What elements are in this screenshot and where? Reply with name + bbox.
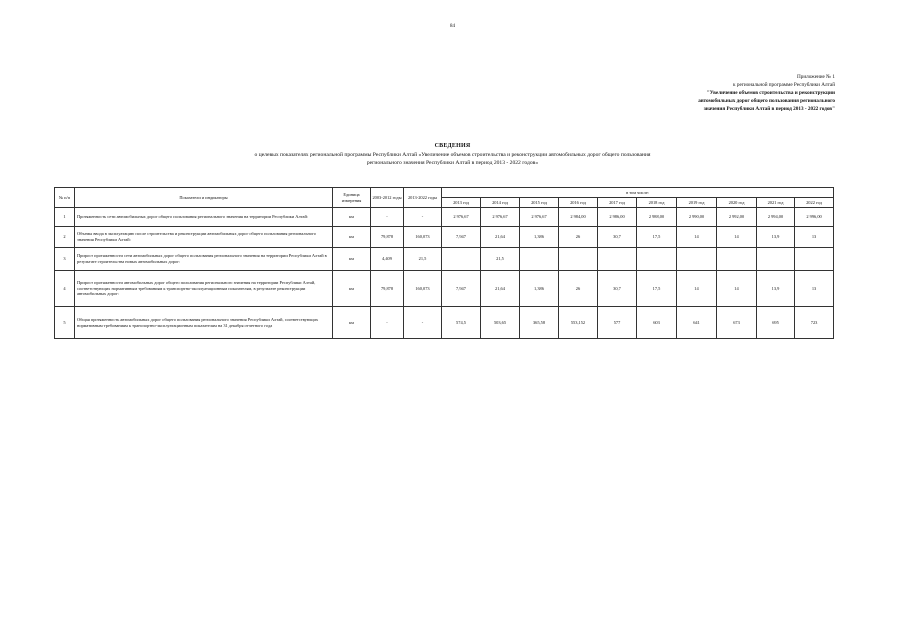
period-cell: - bbox=[404, 208, 442, 227]
row-number: 5 bbox=[55, 307, 75, 339]
year-value: 503,65 bbox=[481, 307, 520, 339]
period-cell: - bbox=[371, 208, 404, 227]
header-year: 2018 год bbox=[637, 198, 677, 208]
indicator-name: Протяженность сети автомобильных дорог общего пользования регионального значения на территории Республики Алтай: bbox=[75, 208, 333, 227]
indicator-name: Общая протяженность автомобильных дорог общего пользования регионального значения Республики Алтай, соответствующих нормативным требованиям к транспортно-эксплуатационным показателям на 31 декабря отчетного года bbox=[75, 307, 333, 339]
table-row bbox=[55, 307, 834, 339]
year-value bbox=[677, 248, 717, 271]
unit-cell: км bbox=[333, 307, 371, 339]
year-value: 695 bbox=[757, 307, 795, 339]
document-subtitle: регионального значения Республики Алтай в период 2013 - 2022 годов» bbox=[366, 159, 539, 166]
header-year: 2013 год bbox=[442, 198, 481, 208]
unit-cell: км bbox=[333, 271, 371, 307]
year-value: 2 990,00 bbox=[677, 208, 717, 227]
header-indicator: Показатели и индикаторы bbox=[75, 188, 333, 208]
year-value: 574,5 bbox=[442, 307, 481, 339]
row-number: 3 bbox=[55, 248, 75, 271]
year-value bbox=[717, 248, 757, 271]
year-value: 14 bbox=[717, 227, 757, 248]
year-value: 21,5 bbox=[481, 248, 520, 271]
appendix-program-title: автомобильных дорог общего пользования регионального bbox=[698, 98, 835, 105]
year-value: 2 976,67 bbox=[520, 208, 559, 227]
table-row bbox=[55, 208, 834, 227]
header-year: 2022 год bbox=[795, 198, 834, 208]
header-num: № п/п bbox=[55, 188, 75, 208]
year-value bbox=[442, 248, 481, 271]
document-title: СВЕДЕНИЯ bbox=[434, 143, 471, 149]
period-cell: 160,073 bbox=[404, 271, 442, 307]
year-value bbox=[637, 248, 677, 271]
year-value: 2 996,00 bbox=[795, 208, 834, 227]
unit-cell: км bbox=[333, 208, 371, 227]
year-value: 14 bbox=[717, 271, 757, 307]
header-year: 2015 год bbox=[520, 198, 559, 208]
year-value: 21,64 bbox=[481, 271, 520, 307]
header-year: 2016 год bbox=[559, 198, 598, 208]
year-value: 603 bbox=[637, 307, 677, 339]
year-value bbox=[559, 248, 598, 271]
period-cell: - bbox=[371, 307, 404, 339]
appendix-program-title: значения Республики Алтай в период 2013 - 2022 годов" bbox=[703, 106, 835, 113]
year-value: 13,9 bbox=[757, 271, 795, 307]
year-value: 723 bbox=[795, 307, 834, 339]
period-cell: 79,878 bbox=[371, 271, 404, 307]
year-value: 14 bbox=[677, 227, 717, 248]
header-period-2013-2022: 2013-2022 годы bbox=[404, 188, 442, 208]
year-value: 2 976,67 bbox=[481, 208, 520, 227]
year-value: 1,386 bbox=[520, 271, 559, 307]
header-year: 2020 год bbox=[717, 198, 757, 208]
header-unit: Единица измерения bbox=[333, 188, 371, 208]
header-period-2003-2012: 2003-2012 годы bbox=[371, 188, 404, 208]
unit-cell: км bbox=[333, 227, 371, 248]
year-value: 7,947 bbox=[442, 227, 481, 248]
period-cell: 4,409 bbox=[371, 248, 404, 271]
header-year: 2019 год bbox=[677, 198, 717, 208]
year-value: 30,7 bbox=[598, 271, 637, 307]
year-value: 673 bbox=[717, 307, 757, 339]
year-value: 13,9 bbox=[757, 227, 795, 248]
appendix-program-title: "Увеличение объемов строительства и реконструкции bbox=[706, 90, 835, 97]
year-value: 553,152 bbox=[559, 307, 598, 339]
year-value: 1,386 bbox=[520, 227, 559, 248]
year-value bbox=[598, 248, 637, 271]
period-cell: - bbox=[404, 307, 442, 339]
header-year: 2017 год bbox=[598, 198, 637, 208]
appendix-block bbox=[575, 73, 835, 113]
year-value: 7,947 bbox=[442, 271, 481, 307]
year-value bbox=[520, 248, 559, 271]
period-cell: 79,878 bbox=[371, 227, 404, 248]
document-heading bbox=[0, 142, 905, 167]
unit-cell: км bbox=[333, 248, 371, 271]
year-value bbox=[757, 248, 795, 271]
indicator-name: Прирост протяженности сети автомобильных дорог общего пользования регионального значения на территории Республики Алтай в результате строительства новых автомобильных дорог: bbox=[75, 248, 333, 271]
year-value: 13 bbox=[795, 271, 834, 307]
table-row bbox=[55, 227, 834, 248]
appendix-line: к региональной программе Республики Алтай bbox=[733, 82, 835, 89]
year-value: 26 bbox=[559, 227, 598, 248]
period-cell: 21,5 bbox=[404, 248, 442, 271]
table-header-row bbox=[55, 188, 834, 198]
appendix-line: Приложение № 1 bbox=[797, 74, 835, 80]
page-number: 84 bbox=[450, 24, 455, 29]
table-row bbox=[55, 248, 834, 271]
header-year: 2021 год bbox=[757, 198, 795, 208]
year-value: 2 988,00 bbox=[637, 208, 677, 227]
header-year: 2014 год bbox=[481, 198, 520, 208]
year-value: 2 976,67 bbox=[442, 208, 481, 227]
document-subtitle: о целевых показателях региональной программы Республики Алтай «Увеличение объемов строительства и реконструкции автомобильных дорог общего пользования bbox=[254, 151, 651, 158]
year-value: 14 bbox=[677, 271, 717, 307]
row-number: 2 bbox=[55, 227, 75, 248]
indicator-name: Объемы ввода в эксплуатацию после строительства и реконструкции автомобильных дорог общего пользования регионального значения Республики Алтай: bbox=[75, 227, 333, 248]
year-value: 21,64 bbox=[481, 227, 520, 248]
year-value bbox=[795, 248, 834, 271]
year-value: 2 992,00 bbox=[717, 208, 757, 227]
indicator-name: Прирост протяженности автомобильных дорог общего пользования регионального значения на территории Республики Алтай, соответствующих нормативным требованиям к транспортно-эксплуатационным показателям, в результате реконструкции автомобильных дорог: bbox=[75, 271, 333, 307]
year-value: 577 bbox=[598, 307, 637, 339]
year-value: 13 bbox=[795, 227, 834, 248]
period-cell: 160,073 bbox=[404, 227, 442, 248]
year-value: 365,58 bbox=[520, 307, 559, 339]
row-number: 1 bbox=[55, 208, 75, 227]
year-value: 2 994,00 bbox=[757, 208, 795, 227]
indicators-table bbox=[54, 187, 834, 339]
year-value: 17,5 bbox=[637, 271, 677, 307]
year-value: 2 984,00 bbox=[559, 208, 598, 227]
table-row bbox=[55, 271, 834, 307]
year-value: 17,5 bbox=[637, 227, 677, 248]
year-value: 30,7 bbox=[598, 227, 637, 248]
year-value: 26 bbox=[559, 271, 598, 307]
row-number: 4 bbox=[55, 271, 75, 307]
year-value: 641 bbox=[677, 307, 717, 339]
header-including: в том числе: bbox=[442, 188, 834, 198]
year-value: 2 986,00 bbox=[598, 208, 637, 227]
